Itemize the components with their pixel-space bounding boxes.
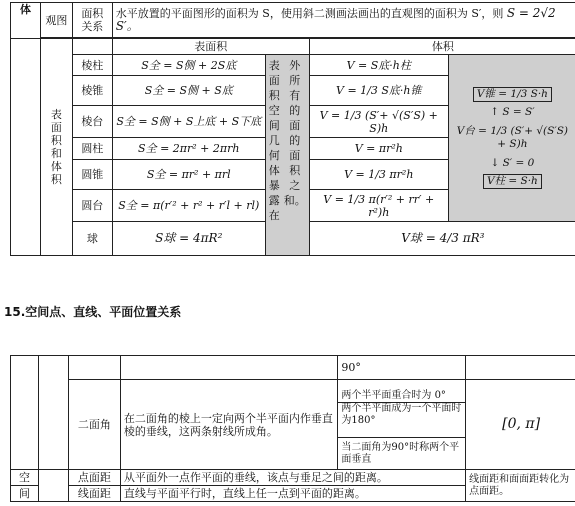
middle-note-char: 积	[289, 164, 301, 177]
position-table	[10, 355, 575, 502]
middle-note-char: 外	[289, 59, 301, 72]
col-tiji: 体积	[309, 39, 575, 55]
row-name: 圆锥	[72, 160, 112, 190]
row-vol: V = 1/3 (S′+ √(S′S) + S)h	[309, 106, 448, 138]
row-area: S球 = 4πR²	[112, 222, 265, 256]
row-name: 球	[72, 222, 112, 256]
middle-note	[269, 59, 306, 222]
middle-note-char: 的	[289, 104, 301, 117]
row-area: S全 = S侧 + S上底 + S下底	[112, 106, 265, 138]
kong-label: 空	[11, 470, 39, 486]
middle-note-char: 露	[268, 194, 280, 207]
middle-note-char: 间	[268, 119, 280, 132]
col-biaomianji: 表面积	[112, 39, 309, 55]
jian-label: 间	[11, 486, 39, 502]
case-1	[338, 380, 466, 438]
biaomianji-tiji-cell	[40, 39, 72, 256]
row-name: 棱锥	[72, 76, 112, 106]
v-tai: V台 = 1/3 (S′+ √(S′S) + S)h	[456, 125, 569, 150]
middle-note-char: 体	[268, 164, 280, 177]
note: 线面距和面面距转化为点面距。	[466, 470, 575, 502]
middle-note-char: 空	[268, 104, 280, 117]
middle-note-char: 所	[289, 74, 301, 87]
guanxi-text-cell	[112, 3, 575, 38]
right-relation-cell	[448, 55, 575, 222]
row-area: S全 = πr² + πrl	[112, 160, 265, 190]
row-vol: V球 = 4/3 πR³	[309, 222, 575, 256]
case1-text: 两个半平面重合时为 0°	[341, 390, 446, 401]
middle-note-cell	[265, 55, 309, 256]
guanxi-text: 水平放置的平面图形的面积为 S，使用斜二测画法画出的直观图的面积为 S′，则	[115, 7, 504, 20]
arrow-down: ↓ S′ = 0	[490, 157, 535, 169]
row-vol: V = 1/3 π(r′² + rr′ + r²)h	[309, 190, 448, 222]
biaomianji-tiji-label: 表面积和体积	[50, 108, 62, 186]
middle-note-char: 何	[268, 149, 280, 162]
v-zhui-box: V锥 = 1/3 S·h	[473, 87, 552, 102]
v-zhu-box: V柱 = S·h	[483, 174, 542, 189]
guantu-label: 观图	[45, 13, 68, 27]
row-area: S全 = S侧 + S底	[112, 76, 265, 106]
erhedao-label: 二面角	[68, 380, 120, 470]
row-vol: V = S底·h柱	[309, 55, 448, 76]
mianji-guanxi-label: 面积关系	[81, 7, 104, 33]
middle-note-char: 的	[289, 134, 301, 147]
middle-note-char: 面	[268, 74, 280, 87]
case-3: 当二面角为90°时称两个平面垂直	[338, 438, 466, 470]
middle-note-char: 在	[268, 209, 280, 222]
middle-note-char	[284, 209, 306, 222]
xianmianju-label: 线面距	[68, 486, 120, 502]
row-vol: V = 1/3 S底·h锥	[309, 76, 448, 106]
row-name: 棱柱	[72, 55, 112, 76]
range: [0, π]	[466, 380, 575, 470]
row-area: S全 = S侧 + 2S底	[112, 55, 265, 76]
middle-note-char: 积	[268, 89, 280, 102]
dianmianju-def: 从平面外一点作平面的垂线，该点与垂足之间的距离。	[120, 470, 465, 486]
row-vol: V = 1/3 πr²h	[309, 160, 448, 190]
row-name: 圆柱	[72, 138, 112, 160]
ti-cell	[11, 3, 41, 39]
guantu-cell	[40, 3, 72, 38]
middle-note-char: 几	[268, 134, 280, 147]
dianmianju-label: 点面距	[68, 470, 120, 486]
middle-note-char: 有	[289, 89, 301, 102]
middle-note-char: 暴	[268, 179, 280, 192]
section-heading: 15.空间点、直线、平面位置关系	[4, 305, 182, 319]
middle-note-char: 表	[268, 59, 280, 72]
case2-text: 两个半平面成为一个平面时为180°	[338, 402, 465, 427]
middle-note-char: 面	[289, 119, 301, 132]
guanxi-formula: S = 2√2 S′。	[115, 6, 556, 33]
erhedao-def: 在二面角的棱上一定向两个半平面内作垂直棱的垂线，这两条射线所成角。	[120, 380, 338, 470]
middle-note-char: 面	[289, 149, 301, 162]
row-name: 棱台	[72, 106, 112, 138]
row-name: 圆台	[72, 190, 112, 222]
middle-note-char: 之	[289, 179, 301, 192]
mianji-guanxi-cell	[72, 3, 112, 38]
deg90: 90°	[338, 356, 466, 380]
geometry-table	[10, 2, 575, 256]
xianmianju-def: 直线与平面平行时，直线上任一点到平面的距离。	[120, 486, 465, 502]
ti-label: 体	[19, 3, 31, 16]
arrow-up: ↑ S = S′	[490, 106, 535, 118]
row-area: S全 = π(r′² + r² + r′l + rl)	[112, 190, 265, 222]
row-vol: V = πr²h	[309, 138, 448, 160]
row-area: S全 = 2πr² + 2πrh	[112, 138, 265, 160]
middle-note-char: 和。	[283, 194, 306, 207]
